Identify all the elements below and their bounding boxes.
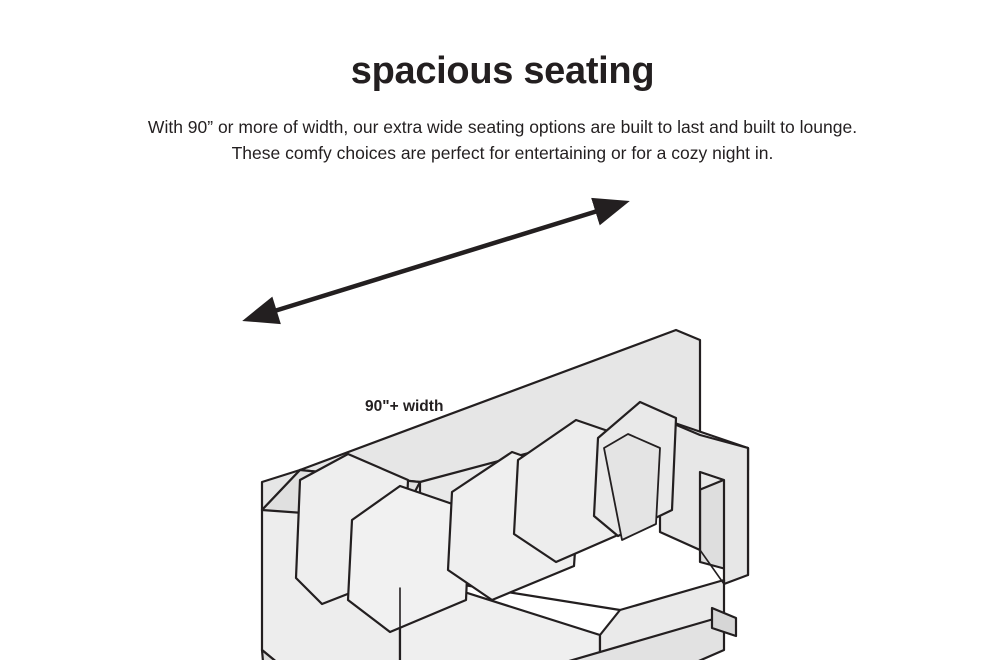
- sofa-illustration: [0, 180, 1005, 660]
- page-subtitle: [0, 114, 1005, 167]
- width-dimension-label: 90"+ width: [365, 398, 444, 415]
- page-title: spacious seating: [350, 50, 655, 92]
- subtitle-line-2: These comfy choices are perfect for entertaining or for a cozy night in.: [231, 143, 774, 164]
- sofa-drawing: [262, 330, 748, 660]
- subtitle-line-1: With 90” or more of width, our extra wide seating options are built to last and built to lounge.: [147, 117, 858, 137]
- width-dimension-arrow: [268, 209, 604, 313]
